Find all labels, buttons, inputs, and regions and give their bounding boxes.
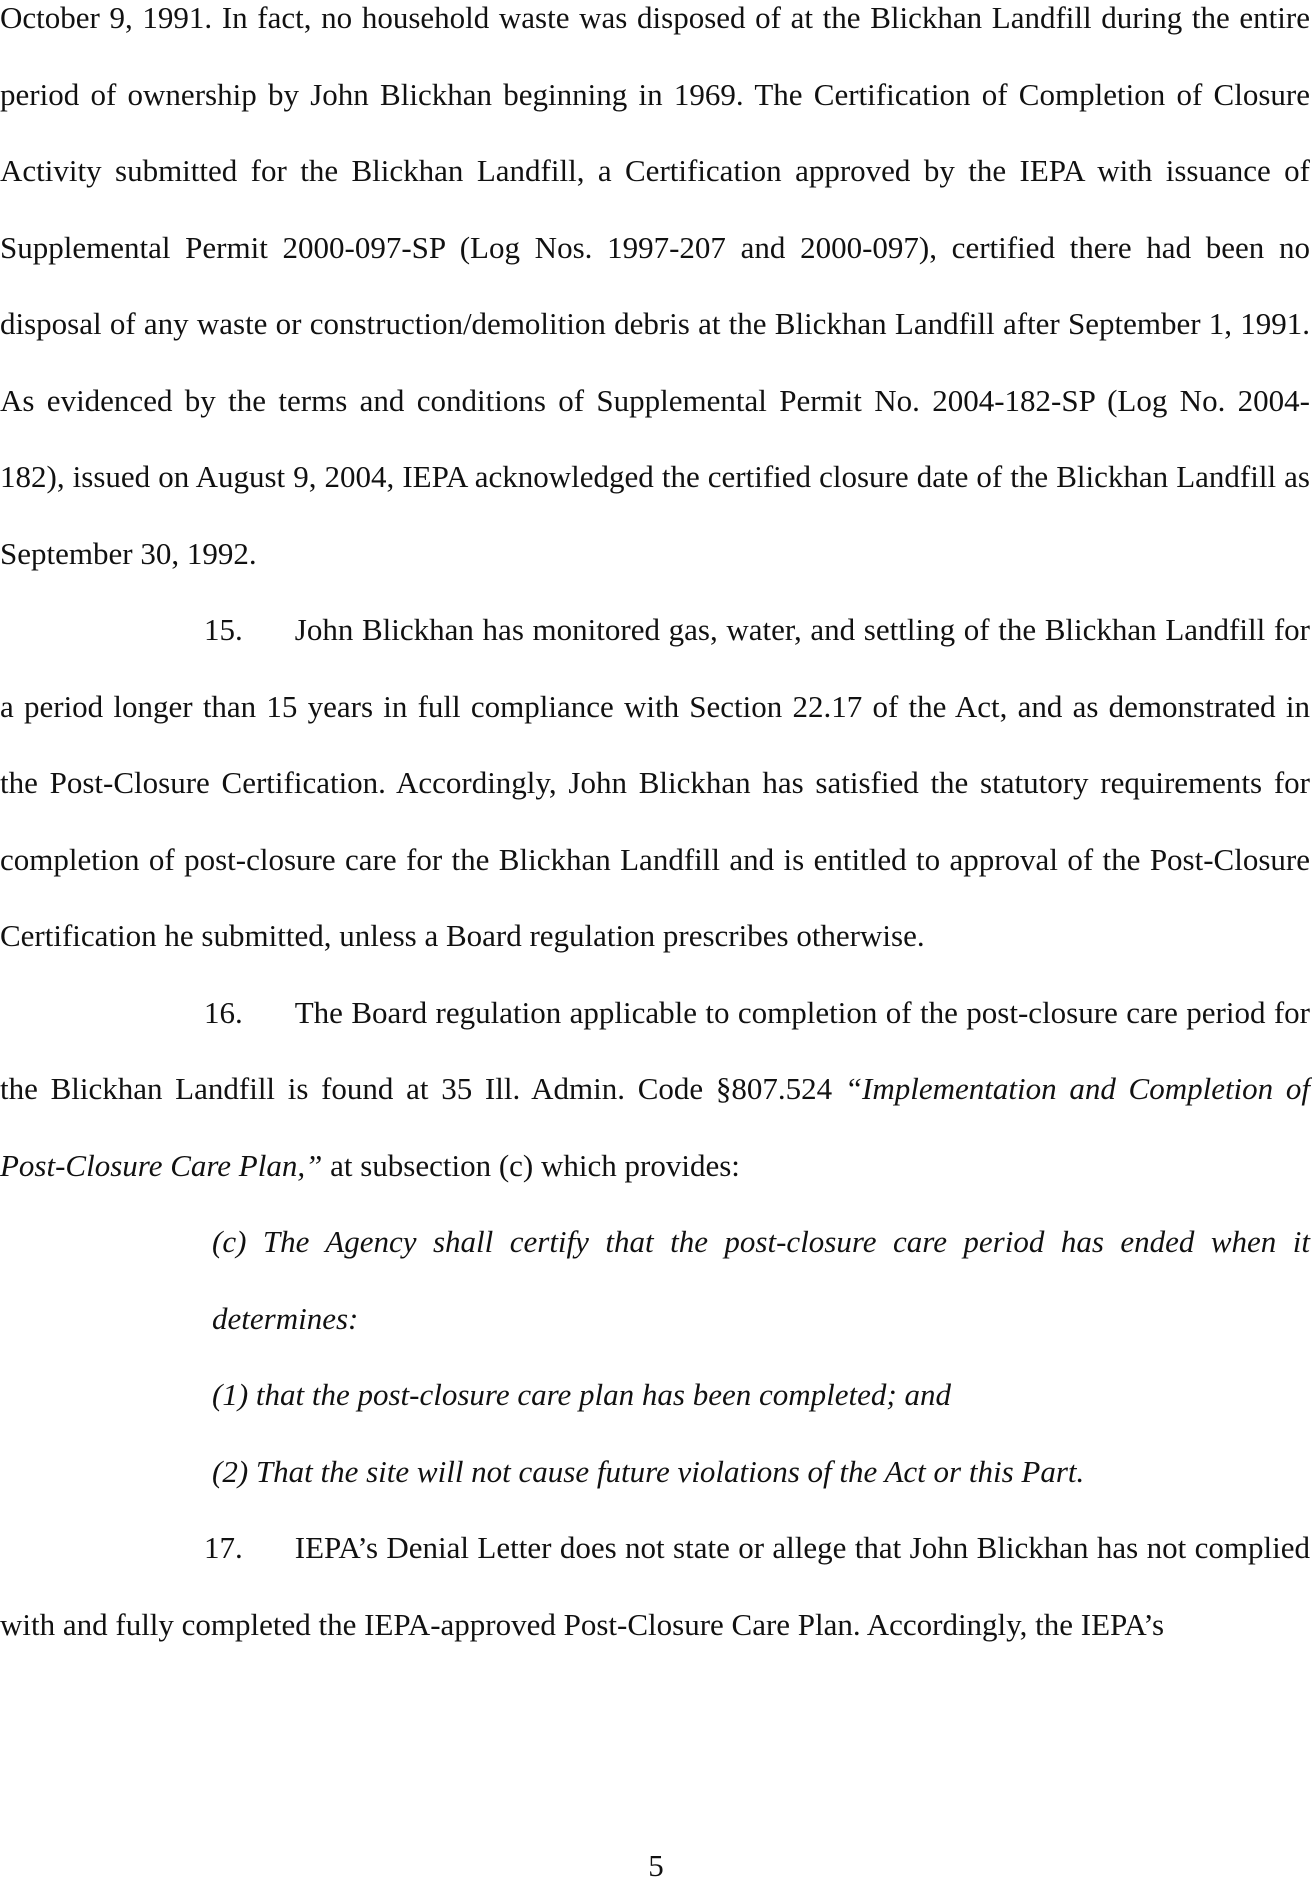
- paragraph-17: [0, 1510, 1310, 1663]
- regulation-title: “Implementation and Completion of Post-Closure Care Plan,”: [0, 1071, 1310, 1183]
- paragraph-15: [0, 592, 1310, 975]
- paragraph-14-continued: October 9, 1991. In fact, no household waste was disposed of at the Blickhan Landfill during the entire period of ownership by John Blickhan beginning in 1969. The Certification of Completion of Closure Activity submitted for the Blickhan Landfill, a Certification approved by the IEPA with issuance of Supplemental Permit 2000-097-SP (Log Nos. 1997-207 and 2000-097), certified there had been no disposal of any waste or construction/demolition debris at the Blickhan Landfill after September 1, 1991. As evidenced by the terms and conditions of Supplemental Permit No. 2004-182-SP (Log No. 2004-182), issued on August 9, 2004, IEPA acknowledged the certified closure date of the Blickhan Landfill as September 30, 1992.: [0, 0, 1310, 571]
- paragraph-17-text: IEPA’s Denial Letter does not state or allege that John Blickhan has not complied with and fully completed the IEPA-approved Post-Closure Care Plan. Accordingly, the IEPA’s: [0, 1530, 1310, 1642]
- paragraph-15-number: 15.: [204, 612, 243, 647]
- paragraph-15-text: John Blickhan has monitored gas, water, and settling of the Blickhan Landfill for a period longer than 15 years in full compliance with Section 22.17 of the Act, and as demonstrated in the Post-Closure Certification. Accordingly, John Blickhan has satisfied the statutory requirements for completion of post-closure care for the Blickhan Landfill and is entitled to approval of the Post-Closure Certification he submitted, unless a Board regulation prescribes otherwise.: [0, 612, 1310, 953]
- page-number: 5: [648, 1848, 664, 1883]
- quote-subsection-c: (c) The Agency shall certify that the post-closure care period has ended when it determines:: [212, 1224, 1310, 1336]
- paragraph-16-text-a: The Board regulation applicable to completion of the post-closure care period for the Blickhan Landfill is found at 35 Ill. Admin. Code §807.524: [0, 994, 1310, 1106]
- paragraph-16-text-b: at subsection (c) which provides:: [322, 1147, 740, 1183]
- paragraph-16: [0, 975, 1310, 1205]
- quote-item-1: (1) that the post-closure care plan has been completed; and: [212, 1377, 951, 1412]
- paragraph-16-number: 16.: [204, 994, 243, 1030]
- quote-item-2: (2) That the site will not cause future violations of the Act or this Part.: [212, 1453, 1085, 1489]
- paragraph-17-number: 17.: [204, 1530, 243, 1565]
